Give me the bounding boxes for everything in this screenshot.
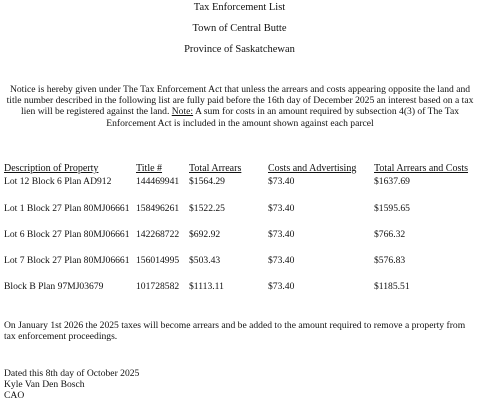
table-row [0,229,479,241]
title-number: 158496261 [136,203,180,214]
title-number: 144469941 [136,176,180,187]
costs-advertising: $73.40 [268,255,295,266]
notice-paragraph [4,84,476,129]
costs-advertising: $73.40 [268,281,295,292]
date-line: Dated this 8th day of October 2025 [4,368,140,379]
header-total-arrears-costs: Total Arrears and Costs [374,163,469,174]
document-title: Tax Enforcement List [193,2,286,13]
signer-title: CAO [4,390,25,401]
table-row [0,281,479,293]
total-arrears-costs: $1185.51 [374,281,410,292]
total-arrears: $1522.25 [189,203,225,214]
total-arrears-costs: $576.83 [374,255,406,266]
total-arrears: $692.92 [189,229,221,240]
header-total-arrears: Total Arrears [189,163,242,174]
header-title-number: Title # [136,163,163,174]
table-row [0,255,479,267]
total-arrears: $1564.29 [189,176,225,187]
province-name: Province of Saskatchewan [184,44,295,55]
notice-text-before: Notice is hereby given under The Tax Enforcement Act that unless the arrears and costs appearing opposite the land and title number described in the following list are fully paid before the 16th day of December 2025 an interest based on a tax lien will be registered against the land. [6,84,474,118]
total-arrears: $1113.11 [189,281,224,292]
signer-name: Kyle Van Den Bosch [4,379,85,390]
header-costs-advertising: Costs and Advertising [268,163,357,174]
property-description: Lot 7 Block 27 Plan 80MJ06661 [4,255,130,266]
costs-advertising: $73.40 [268,176,295,187]
total-arrears: $503.43 [189,255,221,266]
property-description: Lot 6 Block 27 Plan 80MJ06661 [4,229,130,240]
total-arrears-costs: $766.32 [374,229,406,240]
property-description: Block B Plan 97MJ03679 [4,281,104,292]
costs-advertising: $73.40 [268,203,295,214]
header-description: Description of Property [4,163,99,174]
municipality-name: Town of Central Butte [192,23,287,34]
january-arrears-note: On January 1st 2026 the 2025 taxes will become arrears and be added to the amount required to remove a property from tax enforcement proceedings. [4,320,466,343]
title-number: 142268722 [136,229,180,240]
title-number: 101728582 [136,281,180,292]
title-number: 156014995 [136,255,180,266]
table-row [0,176,479,188]
table-row [0,203,479,215]
property-description: Lot 1 Block 27 Plan 80MJ06661 [4,203,130,214]
notice-text-after: A sum for costs in an amount required by subsection 4(3) of The Tax Enforcement Act is included in the amount shown against each parcel [106,106,460,129]
costs-advertising: $73.40 [268,229,295,240]
property-description: Lot 12 Block 6 Plan AD912 [4,176,112,187]
total-arrears-costs: $1595.65 [374,203,410,214]
total-arrears-costs: $1637.69 [374,176,410,187]
note-label: Note: [171,106,194,118]
